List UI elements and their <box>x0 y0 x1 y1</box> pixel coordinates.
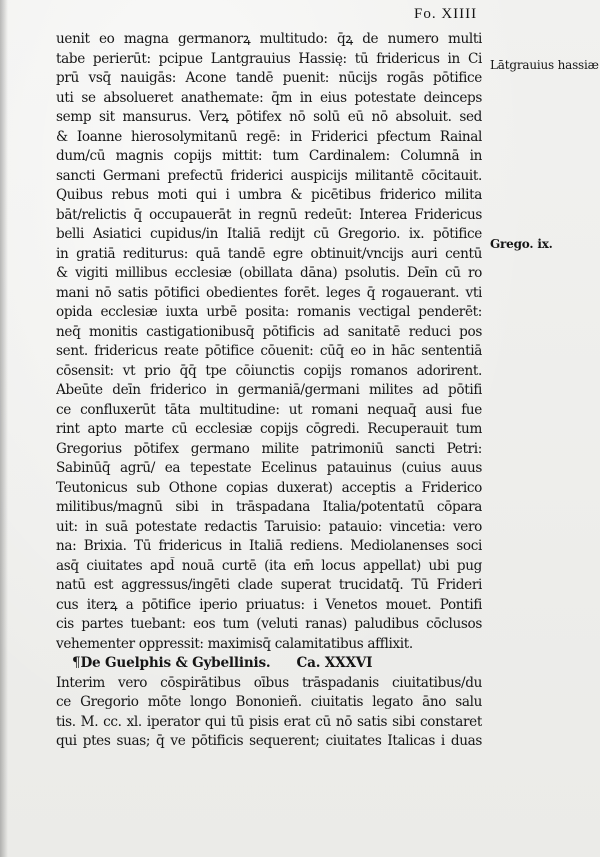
text-line: semp sit mansurus. Verꝝ pōtifex nō solū eū nō absoluit. sed <box>56 109 482 125</box>
pilcrow-mark: ¶ <box>72 655 81 671</box>
text-line: uti se absolueret anathemate: q̄m in eius potestate deinceps <box>56 89 482 106</box>
text-line: militibus/magnū sibi in trāspadana Italia/potentatū cōpara <box>56 499 482 515</box>
text-line: bāt/relictis q̄ occupauerāt in regnū redeūt: Interea Fridericus <box>56 206 482 223</box>
text-line: natū est aggressus/ingēti clade superat trucidatq̄. Tū Frideri <box>56 577 482 593</box>
text-line: Sabinūq̄ agrū/ ea tepestate Ecelinus patauinus (cuius auus <box>56 460 482 476</box>
text-line: asq̄ ciuitates apd̄ nouā curtē (ita em̄ locus appellat) ubi pug <box>56 557 482 574</box>
text-line: Gregorius pōtifex germano milite patrimoniū sancti Petri: <box>56 440 482 457</box>
folio-number: Fo. XIIII <box>414 6 478 22</box>
text-line: tabe perierūt: pcipue Lantgrauius Hassię: tū fridericus in Ci <box>56 50 482 67</box>
text-line: uenit eo magna germanorꝝ multitudo: q̄ꝝ de numero multi <box>56 31 482 47</box>
text-line: Teutonicus sub Othone copias duxerat) acceptis a Friderico <box>56 479 482 496</box>
margin-note-landgrave: Lātgrauius hassiæ <box>490 58 599 72</box>
text-line: & vigiti millibus ecclesiæ (obillata dāna) psolutis. Deīn cū ro <box>56 265 482 281</box>
text-line: prū vsq̄ nauigās: Acone tandē puenit: nūcijs rogās pōtifice <box>56 70 482 86</box>
margin-note-gregory: Grego. ix. <box>490 237 553 251</box>
text-line: cus iterꝝ a pōtifice iperio priuatus: i Venetos mouet. Pontifi <box>56 596 482 613</box>
text-line: ce confluxerūt tāta multitudine: ut romani nequaq̄ ausi fue <box>56 401 482 418</box>
text-line: qui ptes suas; q̄ ve pōtificis sequerent; ciuitates Italicas i duas <box>56 733 482 749</box>
text-line: Abeūte deīn friderico in germaniā/germani milites ad pōtifi <box>56 382 482 398</box>
text-line: dum/cū magnis copijs mittit: tum Cardinalem: Columnā in <box>56 148 482 164</box>
text-line: sent. fridericus reate pōtifice cōuenit: cūq̄ eo in hāc sententiā <box>56 343 482 359</box>
text-line: belli Asiatici cupidus/in Italiā redijt cū Gregorio. ix. pōtifice <box>56 226 482 242</box>
chapter-heading-text: De Guelphis & Gybellinis. <box>80 655 271 671</box>
main-text-block <box>56 30 482 752</box>
text-line: na: Brixia. Tū fridericus in Italiā rediens. Mediolanenses soci <box>56 538 482 554</box>
text-line: Quibus rebus moti qui i umbra & picētibus friderico milita <box>56 187 482 203</box>
text-line: tis. M. cc. xl. iperator qui tū pisis erat cū nō satis sibi constaret <box>56 713 482 730</box>
text-line: rint apto marte cū ecclesiæ copijs cōgredi. Recuperauit tum <box>56 421 482 437</box>
text-line: opida ecclesiæ iuxta urbē posita: romanis vectigal penderēt: <box>56 304 482 320</box>
text-line: cōsensit: vt prio q̄q̄ tpe cōiunctis copijs romanos adorirent. <box>56 362 482 379</box>
text-line: sancti Germani prefectū friderici auspicijs militantē cōcitauit. <box>56 167 482 184</box>
text-line: in gratiā rediturus: quā tandē egre obtinuit/vncijs auri centū <box>56 245 482 262</box>
text-line-paragraph-end: vehementer oppressit: maximisq̄ calamitatibus afflixit. <box>56 635 413 652</box>
page-gutter-shadow <box>0 0 8 857</box>
text-line: uit: in suā potestate redactis Taruisio: patauio: vincetia: vero <box>56 518 482 535</box>
chapter-heading <box>56 654 482 674</box>
text-line: Interim vero cōspirātibus oībus trāspadanis ciuitatibus/du <box>56 674 482 691</box>
text-line: ce Gregorio mōte longo Bononieñ. ciuitatis legato āno salu <box>56 694 482 710</box>
text-line: neq̄ monitis castigationibusq̄ pōtificis ad sanitatē reduci pos <box>56 323 482 340</box>
text-line: & Ioanne hierosolymitanū regē: in Friderici pfectum Rainal <box>56 128 482 145</box>
text-line: mani nō satis pōtifici obedientes forēt. leges q̄ rogauerant. vti <box>56 284 482 301</box>
text-line: cis partes tuebant: eos tum (veluti ranas) paludibus cōclusos <box>56 616 482 632</box>
chapter-number: Ca. XXXVI <box>296 655 373 671</box>
